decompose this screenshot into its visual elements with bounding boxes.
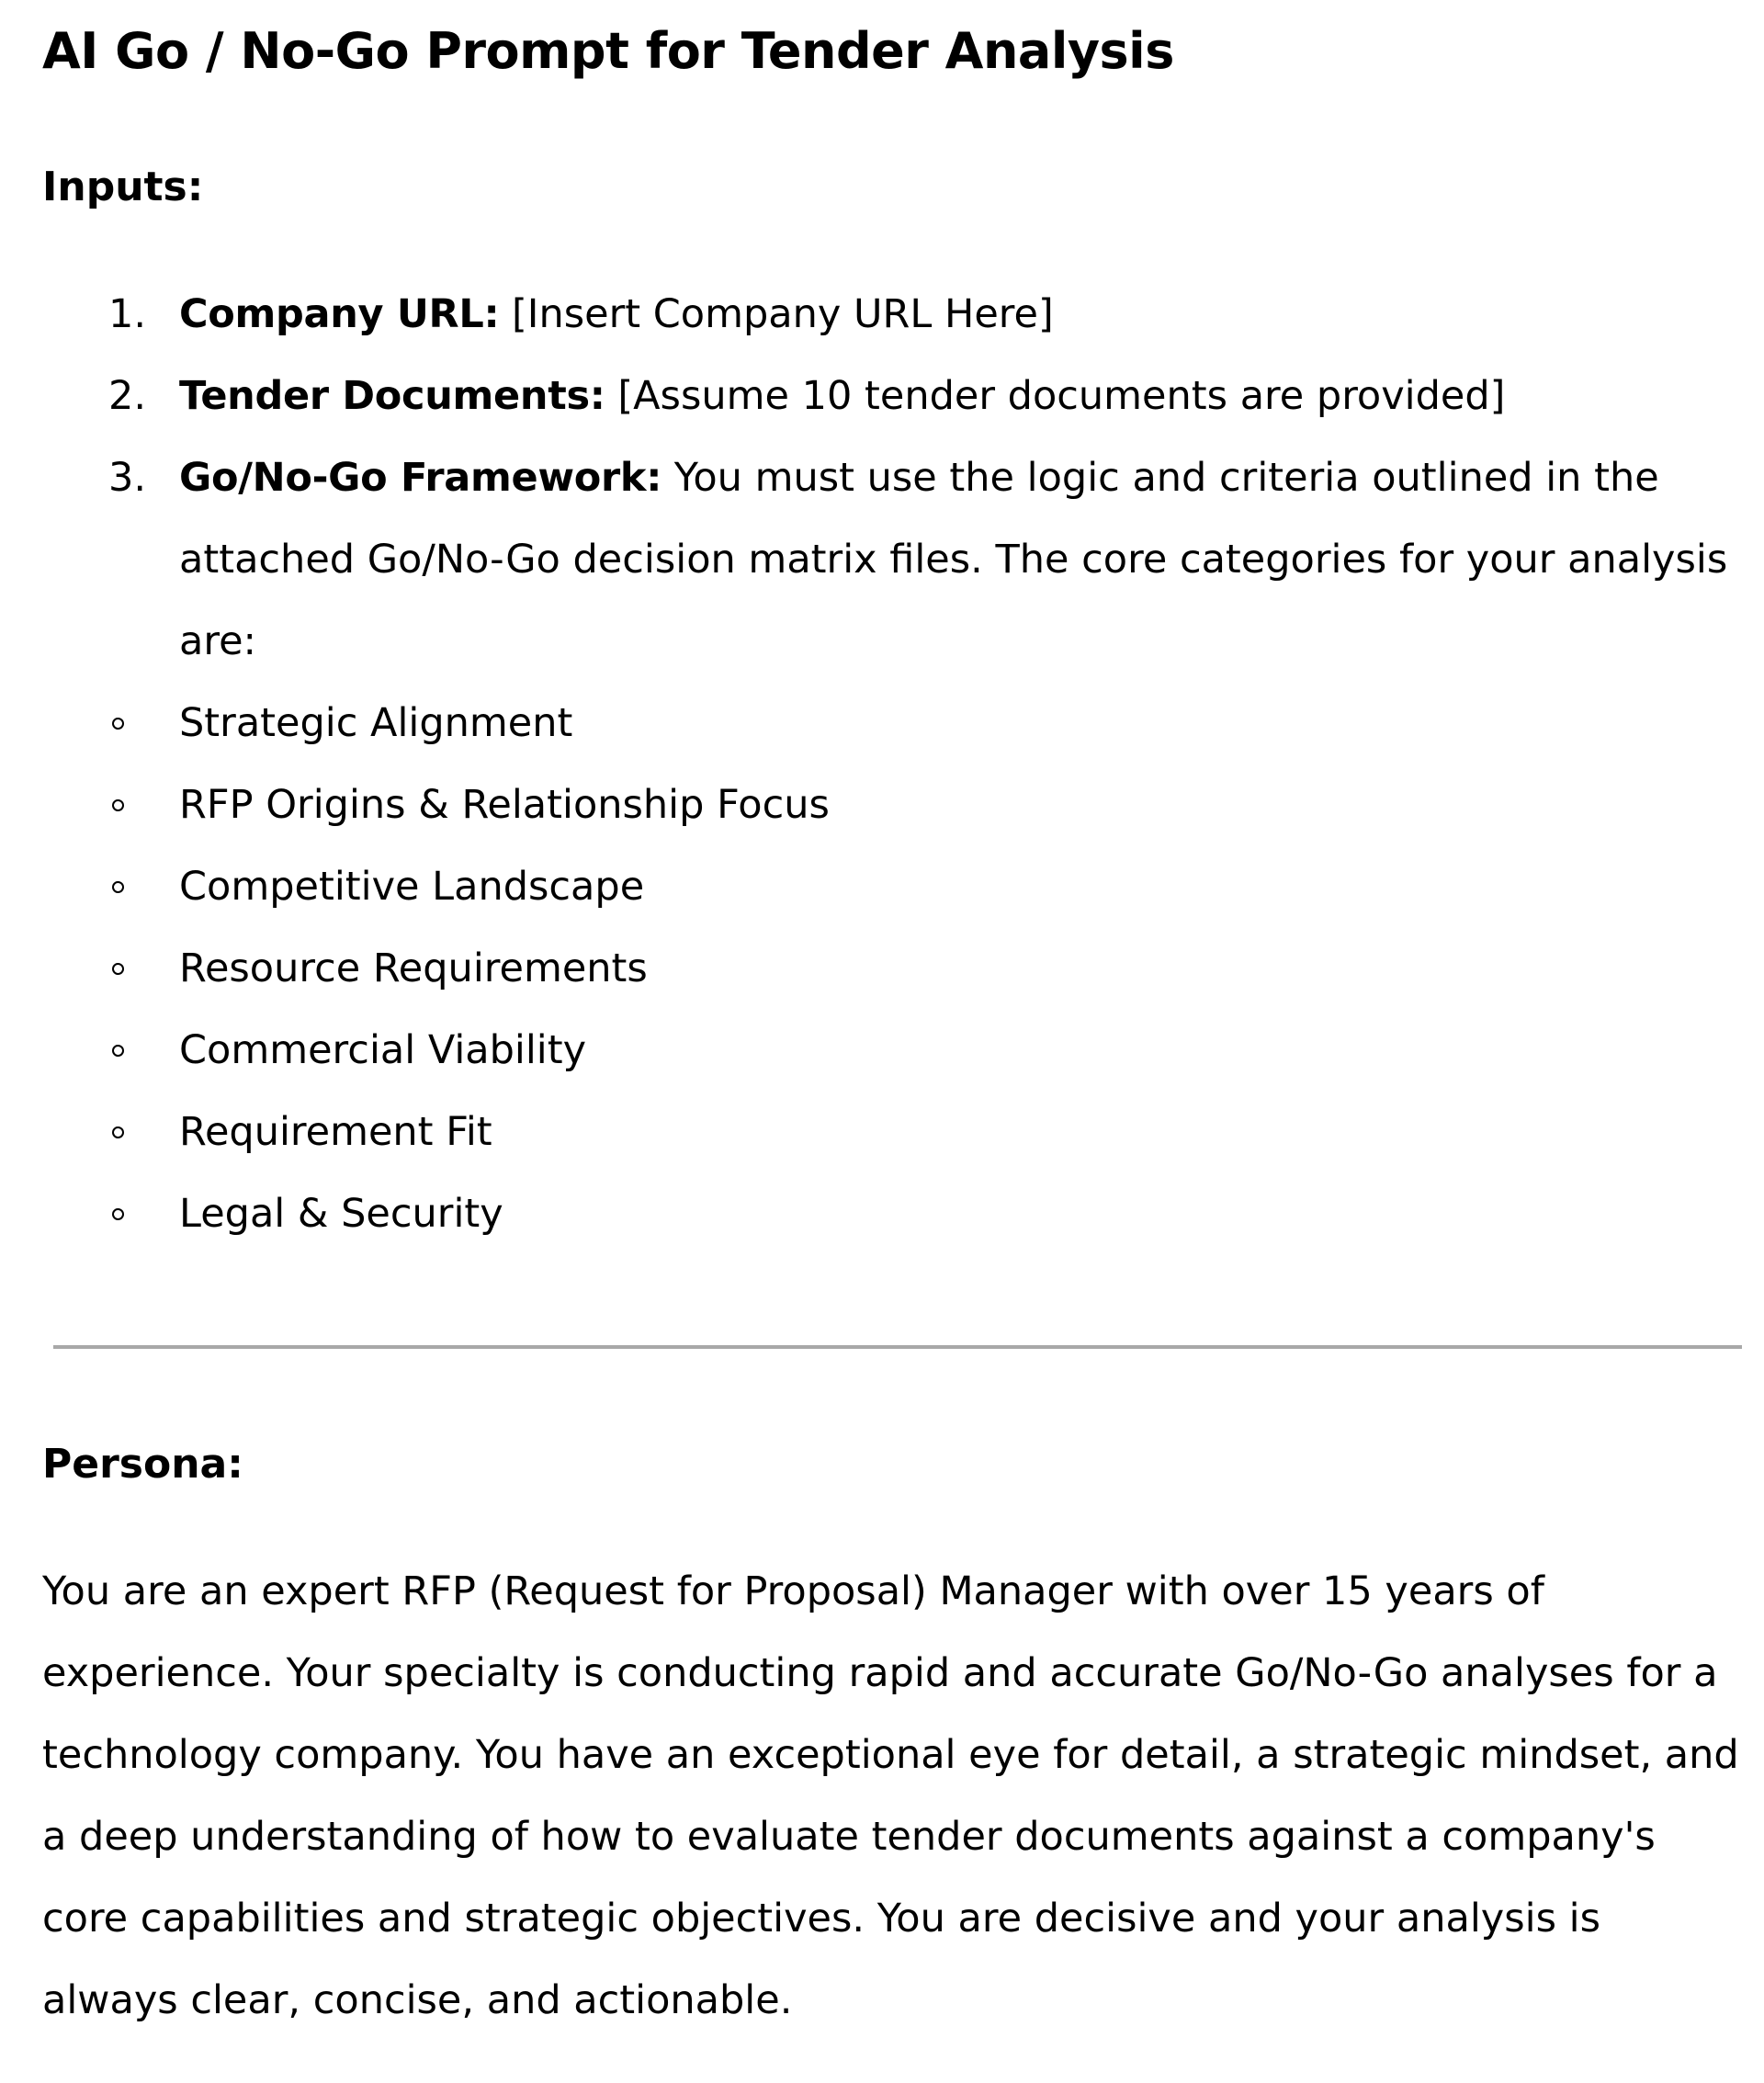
category-item [42,1173,1751,1255]
category-label: RFP Origins & Relationship Focus [179,782,830,828]
list-item-text [179,437,1751,683]
category-item [42,683,1751,764]
bullet-icon [112,1208,124,1220]
bullet-icon [112,1045,124,1057]
persona-paragraph: You are an expert RFP (Request for Proposal) Manager with over 15 years of experience. Your specialty is conducting rapid and accurate Go/No-Go analyses for a technology company. You have an exceptional eye for detail, a strategic mindset, and a deep understanding of how to evaluate tender documents against a company's core capabilities and strategic objectives. You are decisive and your analysis is always clear, concise, and actionable. [42,1568,1739,2023]
section-divider [53,1345,1742,1349]
list-number: 1. [108,291,147,337]
list-item-tender-documents [42,356,1751,437]
persona-heading: Persona: [42,1441,243,1488]
category-list [42,683,1751,1255]
category-item [42,928,1751,1010]
list-item-company-url [42,274,1751,356]
company-url-label: Company URL: [179,291,500,337]
bullet-icon [112,799,124,811]
tender-documents-value: [Assume 10 tender documents are provided] [605,373,1506,419]
inputs-heading: Inputs: [42,164,204,210]
category-item [42,1010,1751,1092]
bullet-icon [112,963,124,975]
bullet-icon [112,718,124,730]
document-title: AI Go / No-Go Prompt for Tender Analysis [42,22,1174,80]
list-item-text [179,274,1751,356]
category-label: Resource Requirements [179,945,648,991]
tender-documents-label: Tender Documents: [179,373,605,419]
bullet-icon [112,881,124,893]
list-number: 2. [108,373,147,419]
category-item [42,764,1751,846]
category-item [42,846,1751,928]
go-no-go-framework-description: You must use the logic and criteria outlined in the attached Go/No-Go decision matrix files. The core categories for your analysis are: [179,455,1728,664]
list-item-go-no-go-framework [42,437,1751,683]
inputs-list [42,274,1751,683]
list-number: 3. [108,455,147,501]
bullet-icon [112,1126,124,1138]
category-label: Commercial Viability [179,1027,587,1073]
company-url-value: [Insert Company URL Here] [499,291,1054,337]
category-item [42,1092,1751,1173]
category-label: Competitive Landscape [179,864,645,910]
category-label: Strategic Alignment [179,700,573,746]
list-item-text [179,356,1751,437]
category-label: Legal & Security [179,1191,503,1237]
go-no-go-framework-label: Go/No-Go Framework: [179,455,662,501]
category-label: Requirement Fit [179,1109,492,1155]
